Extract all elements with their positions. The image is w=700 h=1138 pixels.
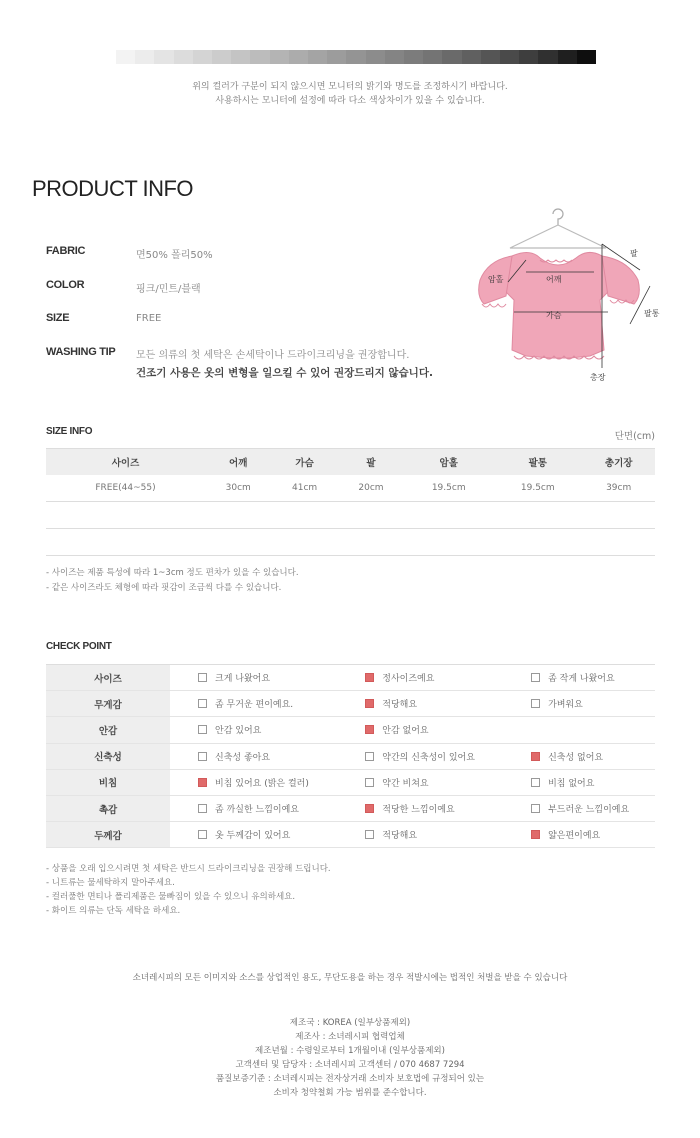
check-option-label: 적당해요 [382,700,418,711]
grayscale-swatch [519,50,538,64]
grayscale-swatch [577,50,596,64]
check-option-label: 신축성 없어요 [548,752,604,763]
check-row [46,769,655,795]
header-cell: 사이즈 [46,449,205,475]
checkbox-icon [198,699,207,708]
footer-line: 품질보증기준 : 소녀레시피는 전자상거래 소비자 보호법에 규정되어 있는 [215,1074,485,1084]
check-row [46,665,655,691]
grayscale-swatch [193,50,212,64]
checkbox-checked-icon [365,725,374,734]
label-shoulder: 어깨 [546,275,562,284]
garment-measurement-diagram [470,200,670,390]
check-option [503,769,655,795]
check-option [503,691,655,717]
product-info-title: PRODUCT INFO [32,176,194,201]
grayscale-swatch [289,50,308,64]
check-point-label: CHECK POINT [46,641,112,652]
check-option-label: 약간 비쳐요 [382,778,429,789]
color-label: COLOR [46,279,85,291]
label-sleeve-width: 팔통 [644,309,660,318]
size-note-1: - 사이즈는 제품 특성에 따라 1~3cm 정도 편차가 있을 수 있습니다. [46,568,299,578]
check-option-label: 신축성 좋아요 [215,752,271,763]
check-point-table [46,664,655,848]
size-value: FREE [136,313,162,324]
checkbox-checked-icon [531,752,540,761]
check-option-label: 적당한 느낌이예요 [382,805,455,816]
check-option-label: 약간의 신축성이 있어요 [382,752,475,763]
grayscale-swatch [174,50,193,64]
check-option [503,717,655,743]
fabric-label: FABRIC [46,245,86,257]
grayscale-swatch [442,50,461,64]
grayscale-swatch [154,50,173,64]
check-option-label: 가벼워요 [548,700,583,711]
header-cell: 가슴 [271,449,337,475]
check-category: 무게감 [46,691,170,717]
check-option [503,795,655,821]
check-option [170,795,337,821]
check-option [170,743,337,769]
size-info-label: SIZE INFO [46,426,93,437]
table-row [46,475,655,502]
grayscale-swatch [385,50,404,64]
fabric-value: 면50% 폴리50% [136,250,213,261]
monitor-notice-line2: 사용하시는 모니터에 설정에 따라 다소 색상차이가 있을 수 있습니다. [215,96,485,106]
divider [46,528,655,529]
footer-line: 제조년월 : 수령일로부터 1개월이내 (일부상품제외) [255,1046,445,1056]
check-category: 신축성 [46,743,170,769]
checkbox-icon [531,673,540,682]
check-option [337,795,503,821]
grayscale-swatch [212,50,231,64]
footer-line: 고객센터 및 담당자 : 소녀레시피 고객센터 / 070 4687 7294 [235,1060,465,1070]
care-note-3: - 컬러풀한 면티나 폴리제품은 물빠짐이 있을 수 있으니 유의하세요. [46,892,296,902]
checkbox-icon [198,752,207,761]
check-option-label: 안감 있어요 [215,726,262,737]
footer-line: 제조국 : KOREA (일부상품제외) [289,1018,411,1028]
check-category: 사이즈 [46,665,170,691]
check-row [46,822,655,848]
checkbox-checked-icon [365,699,374,708]
table-cell: 41cm [271,475,337,502]
check-option-label: 비침 있어요 (밝은 컬러) [215,778,309,789]
table-cell: 19.5cm [493,475,582,502]
check-row [46,717,655,743]
check-option [337,769,503,795]
check-option [170,822,337,848]
footer-line: 소비자 청약철회 가능 범위를 준수합니다. [273,1088,427,1098]
grayscale-swatch [308,50,327,64]
checkbox-checked-icon [198,778,207,787]
checkbox-icon [531,778,540,787]
check-category: 안감 [46,717,170,743]
footer-line: 제조사 : 소녀레시피 협력업체 [295,1032,405,1042]
size-table [46,448,655,502]
checkbox-icon [198,830,207,839]
size-unit: 단면(cm) [614,431,655,442]
grayscale-swatch [462,50,481,64]
check-option [170,665,337,691]
checkbox-icon [531,699,540,708]
grayscale-swatch [116,50,135,64]
check-option-label: 얇은편이예요 [548,831,601,842]
check-option [337,665,503,691]
table-cell: FREE(44~55) [46,475,205,502]
header-cell: 암홀 [404,449,493,475]
check-option [503,743,655,769]
checkbox-icon [365,778,374,787]
table-cell: 30cm [205,475,271,502]
checkbox-icon [198,673,207,682]
grayscale-swatch [327,50,346,64]
check-option-label: 좀 무거운 편이예요. [215,700,294,711]
grayscale-swatch [250,50,269,64]
washing-tip-label: WASHING TIP [46,346,116,358]
washing-tip-line2: 건조기 사용은 옷의 변형을 일으킬 수 있어 권장드리지 않습니다. [136,367,433,379]
check-option [503,665,655,691]
table-cell: 39cm [582,475,655,502]
check-category: 두께감 [46,822,170,848]
check-option-label: 비침 없어요 [548,778,595,789]
check-option-label: 부드러운 느낌이예요 [548,805,630,816]
checkbox-icon [365,830,374,839]
grayscale-swatch [500,50,519,64]
check-option-label: 적당해요 [382,831,418,842]
check-option-label: 좀 작게 나왔어요 [548,674,615,685]
copyright-notice: 소녀레시피의 모든 이미지와 소스를 상업적인 용도, 무단도용을 하는 경우 적발시에는 법적인 처벌을 받을 수 있습니다 [132,973,568,983]
checkbox-icon [365,752,374,761]
color-value: 핑크/민트/블랙 [136,284,201,295]
care-note-1: - 상품을 오래 입으시려면 첫 세탁은 반드시 드라이크리닝을 권장해 드립니다. [46,864,331,874]
check-option [337,822,503,848]
check-category: 비침 [46,769,170,795]
check-option [170,691,337,717]
table-cell: 20cm [338,475,404,502]
check-option-label: 옷 두께감이 있어요 [215,831,291,842]
grayscale-swatch [423,50,442,64]
divider [46,555,655,556]
monitor-notice-line1: 위의 컬러가 구분이 되지 않으시면 모니터의 밝기와 명도를 조정하시기 바랍니다. [192,82,508,92]
check-option [503,822,655,848]
size-note-2: - 같은 사이즈라도 체형에 따라 핏감이 조금씩 다를 수 있습니다. [46,583,282,593]
check-option [170,717,337,743]
checkbox-checked-icon [365,673,374,682]
label-armhole: 암홀 [488,275,504,284]
label-length: 총장 [590,373,606,382]
table-cell: 19.5cm [404,475,493,502]
check-option [337,691,503,717]
grayscale-swatch [366,50,385,64]
grayscale-bar [116,50,596,64]
header-cell: 총기장 [582,449,655,475]
grayscale-swatch [404,50,423,64]
checkbox-icon [198,725,207,734]
header-cell: 팔통 [493,449,582,475]
grayscale-swatch [481,50,500,64]
grayscale-swatch [231,50,250,64]
checkbox-icon [198,804,207,813]
checkbox-checked-icon [365,804,374,813]
check-row [46,743,655,769]
label-arm: 팔 [630,249,638,258]
header-cell: 어깨 [205,449,271,475]
check-option [170,769,337,795]
grayscale-swatch [346,50,365,64]
check-option-label: 안감 없어요 [382,726,429,737]
check-option-label: 좀 까실한 느낌이예요 [215,805,299,816]
check-option [337,743,503,769]
check-option-label: 크게 나왔어요 [215,674,271,685]
grayscale-swatch [270,50,289,64]
check-option [337,717,503,743]
care-note-4: - 화이트 의류는 단독 세탁을 하세요. [46,906,181,916]
size-table-header [46,449,655,475]
washing-tip-line1: 모든 의류의 첫 세탁은 손세탁이나 드라이크리닝을 권장합니다. [136,350,410,361]
check-option-label: 정사이즈예요 [382,674,435,685]
header-cell: 팔 [338,449,404,475]
grayscale-swatch [558,50,577,64]
checkbox-icon [531,804,540,813]
checkbox-checked-icon [531,830,540,839]
check-row [46,795,655,821]
grayscale-swatch [538,50,557,64]
check-category: 촉감 [46,795,170,821]
grayscale-swatch [135,50,154,64]
check-row [46,691,655,717]
care-note-2: - 니트류는 물세탁하지 말아주세요. [46,878,175,888]
size-label: SIZE [46,312,70,324]
label-chest: 가슴 [546,311,562,320]
